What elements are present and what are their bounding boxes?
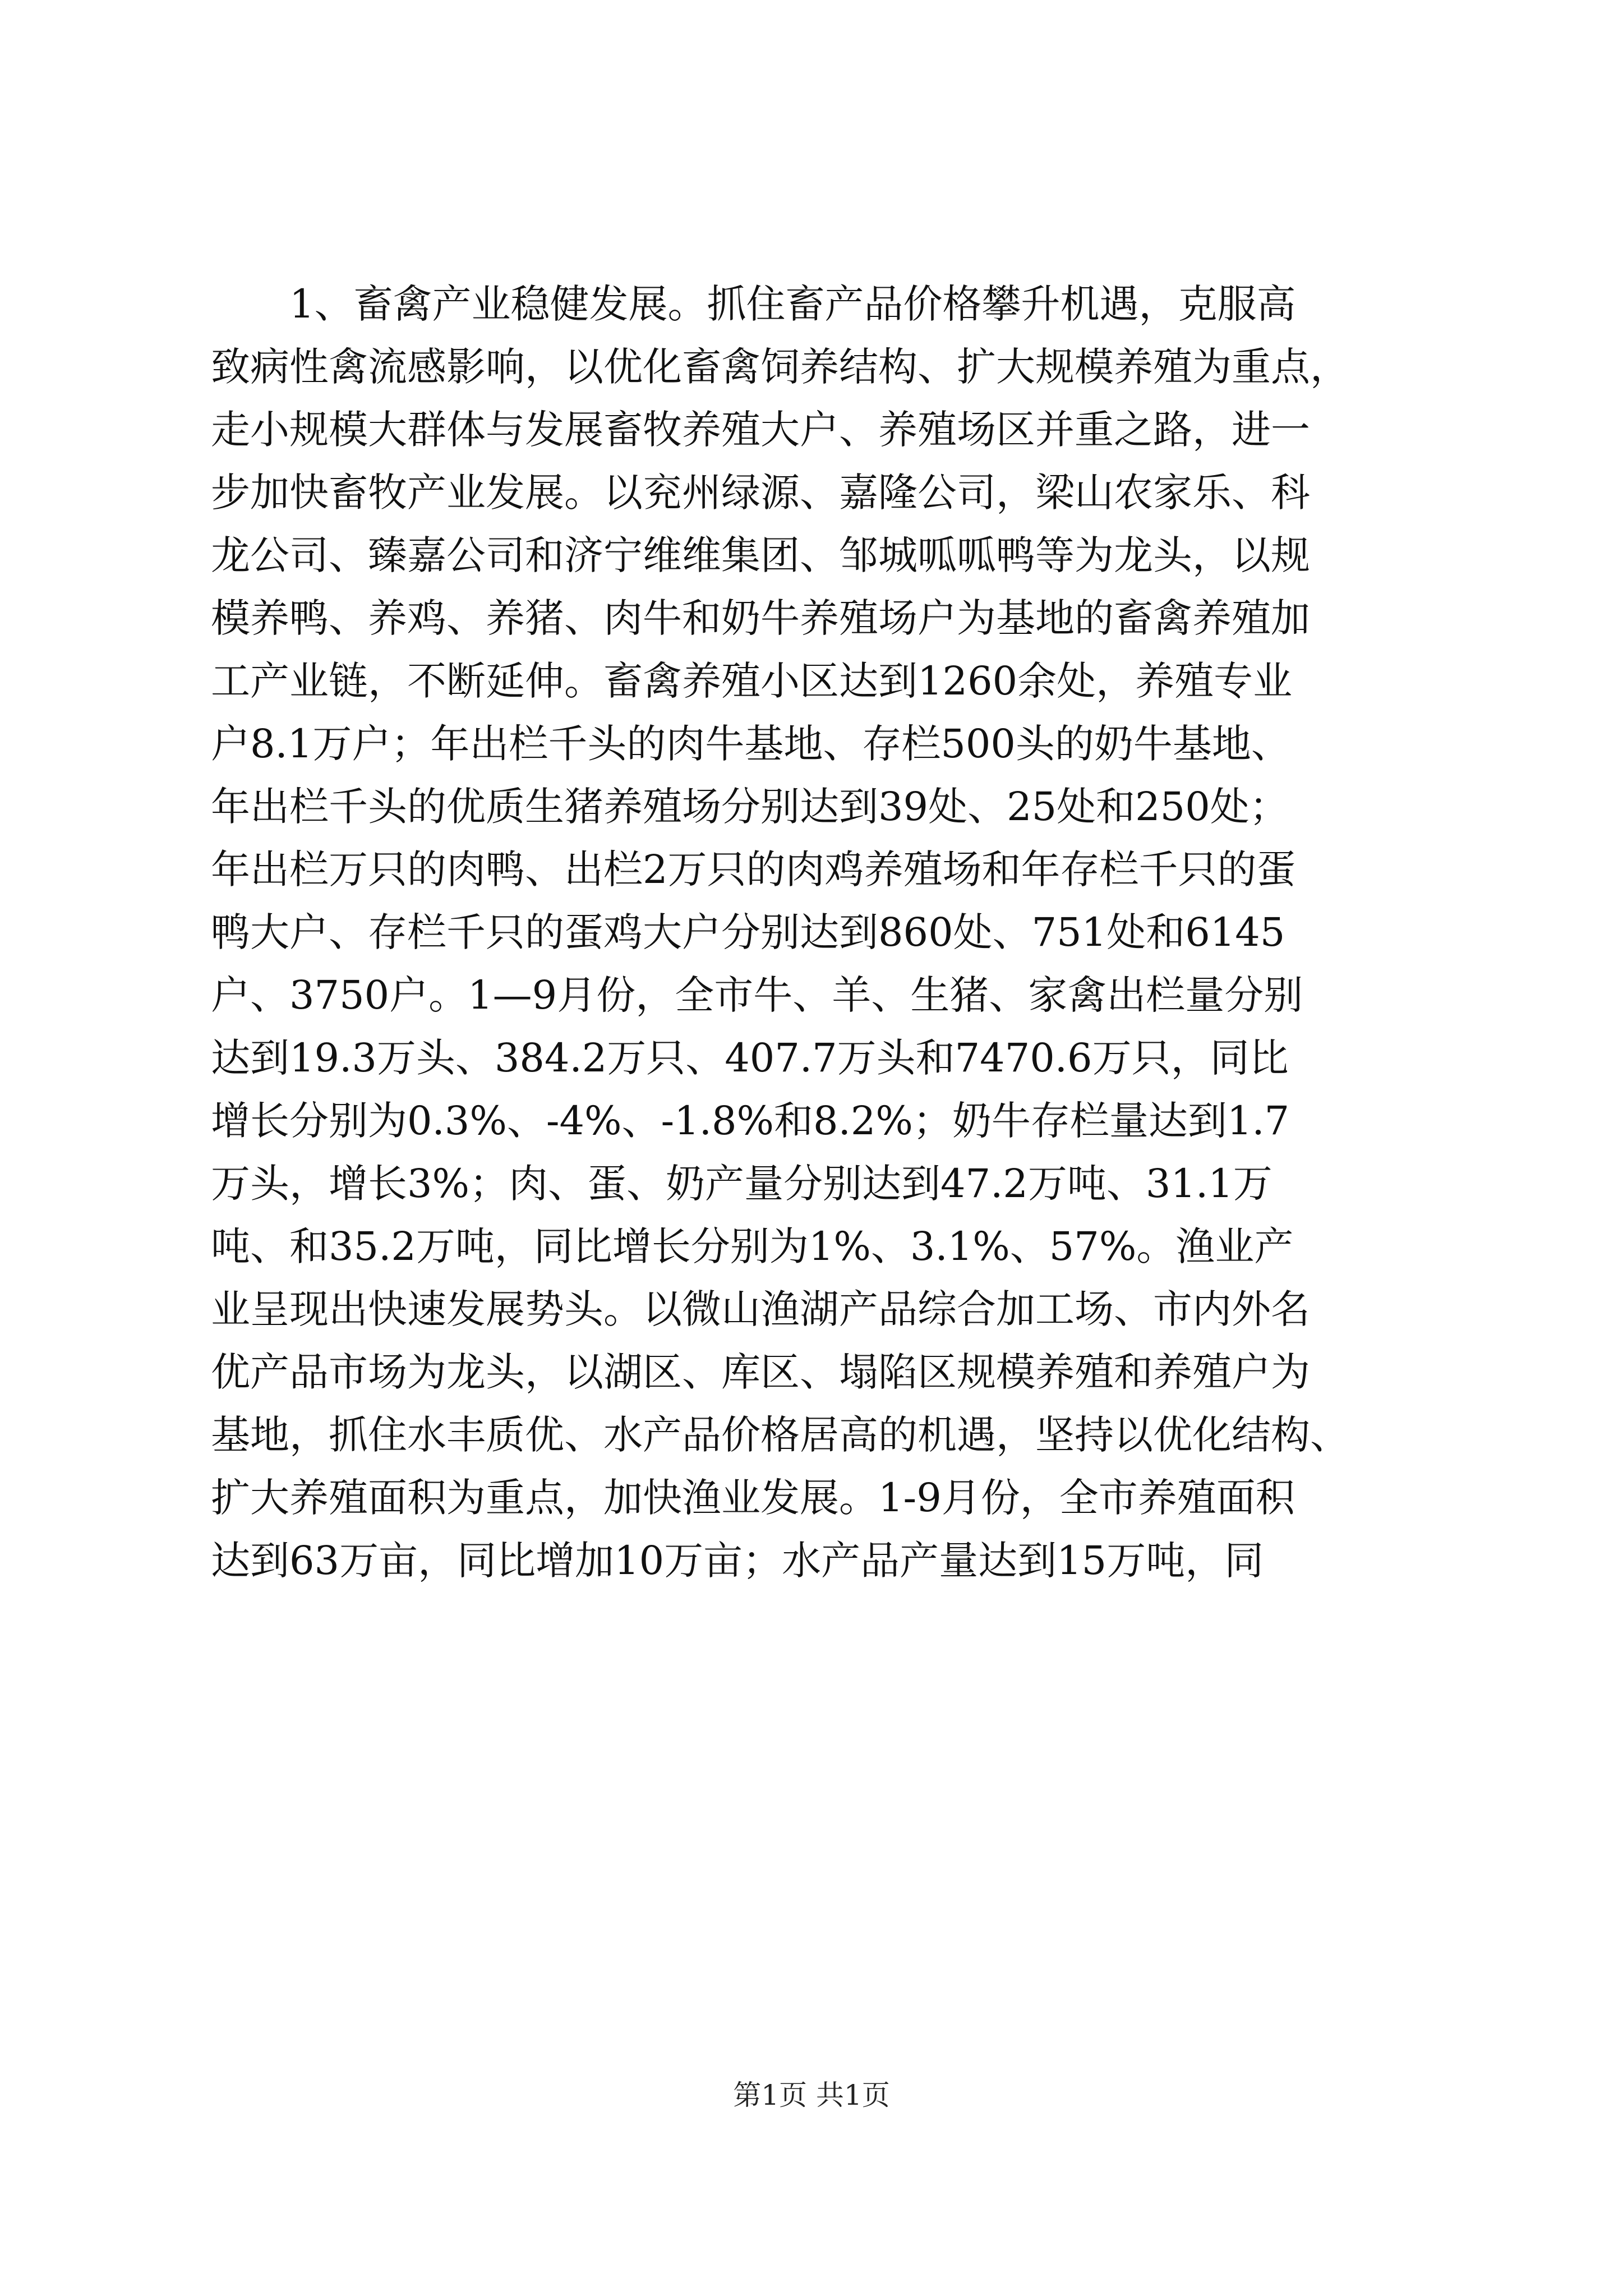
text-line: 业呈现出快速发展势头。以微山渔湖产品综合加工场、市内外名 xyxy=(211,1286,1310,1332)
text-line: 走小规模大群体与发展畜牧养殖大户、养殖场区并重之路，进一 xyxy=(211,407,1310,453)
text-line: 年出栏万只的肉鸭、出栏2万只的肉鸡养殖场和年存栏千只的蛋 xyxy=(211,846,1296,892)
text-line: 步加快畜牧产业发展。以兖州绿源、嘉隆公司，梁山农家乐、科 xyxy=(211,470,1310,516)
page-footer xyxy=(0,2076,1623,2115)
text-line: 扩大养殖面积为重点，加快渔业发展。1-9月份，全市养殖面积 xyxy=(211,1475,1295,1521)
page-number-label: 第1页 共1页 xyxy=(733,2079,890,2111)
document-body xyxy=(211,273,1422,1592)
text-line: 万头，增长3%；肉、蛋、奶产量分别达到47.2万吨、31.1万 xyxy=(211,1161,1272,1207)
text-line: 达到19.3万头、384.2万只、407.7万头和7470.6万只，同比 xyxy=(211,1035,1289,1081)
text-line: 龙公司、臻嘉公司和济宁维维集团、邹城呱呱鸭等为龙头，以规 xyxy=(211,532,1310,578)
text-line: 1、畜禽产业稳健发展。抓住畜产品价格攀升机遇，克服高 xyxy=(289,281,1296,327)
text-line: 户8.1万户；年出栏千头的肉牛基地、存栏500头的奶牛基地、 xyxy=(211,721,1290,767)
text-line: 年出栏千头的优质生猪养殖场分别达到39处、25处和250处； xyxy=(211,784,1289,830)
text-line: 优产品市场为龙头，以湖区、库区、塌陷区规模养殖和养殖户为 xyxy=(211,1349,1310,1395)
text-line: 工产业链，不断延伸。畜禽养殖小区达到1260余处，养殖专业 xyxy=(211,658,1293,704)
text-line: 基地，抓住水丰质优、水产品价格居高的机遇，坚持以优化结构、 xyxy=(211,1412,1349,1458)
text-line: 鸭大户、存栏千只的蛋鸡大户分别达到860处、751处和6145 xyxy=(211,909,1285,955)
text-line: 模养鸭、养鸡、养猪、肉牛和奶牛养殖场户为基地的畜禽养殖加 xyxy=(211,595,1310,641)
text-line: 致病性禽流感影响，以优化畜禽饲养结构、扩大规模养殖为重点， xyxy=(211,344,1349,390)
text-line: 吨、和35.2万吨，同比增长分别为1%、3.1%、57%。渔业产 xyxy=(211,1223,1294,1269)
text-line: 增长分别为0.3%、-4%、-1.8%和8.2%；奶牛存栏量达到1.7 xyxy=(211,1098,1290,1144)
text-line: 户、3750户。1—9月份，全市牛、羊、生猪、家禽出栏量分别 xyxy=(211,972,1303,1018)
text-line: 达到63万亩，同比增加10万亩；水产品产量达到15万吨，同 xyxy=(211,1538,1264,1584)
